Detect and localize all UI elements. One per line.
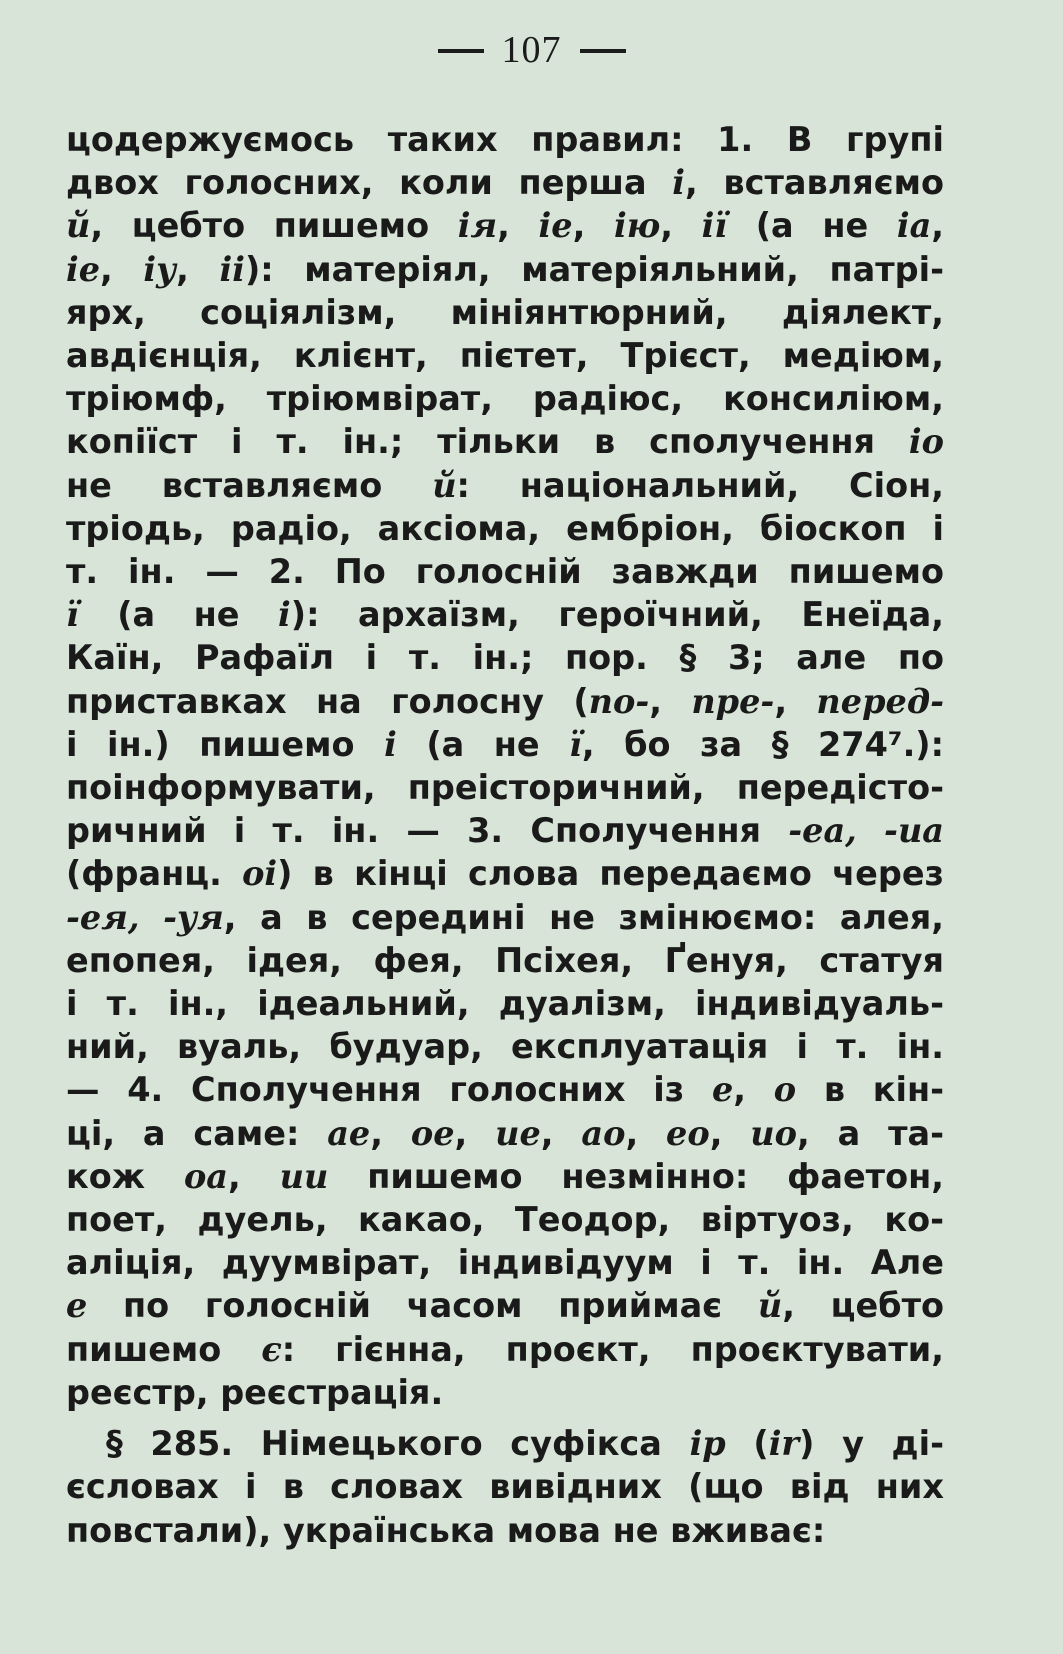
text-run: приставках на голосну (: [66, 681, 589, 721]
text-run: кож: [66, 1156, 184, 1196]
italic-term: пре-: [691, 681, 775, 721]
text-run: ,: [100, 249, 144, 289]
italic-term: іі: [219, 249, 245, 289]
italic-term: ао: [581, 1113, 626, 1153]
text-run: ,: [540, 1113, 582, 1153]
text-line: [66, 550, 944, 593]
italic-term: іе: [66, 249, 101, 289]
text-line: [66, 939, 944, 982]
text-run: , а в середині не змінюємо: алея,: [223, 897, 944, 937]
text-line: [66, 334, 944, 377]
italic-term: е: [711, 1070, 734, 1110]
text-run: повстали), українська мова не вживає:: [66, 1510, 826, 1550]
page-number: 107: [501, 29, 562, 71]
text-line: [66, 593, 944, 636]
text-line: [66, 852, 944, 895]
italic-term: ое: [410, 1113, 455, 1153]
text-line: [66, 464, 944, 507]
text-run: ярх, соціялізм, мініянтюрний, діялект,: [66, 292, 944, 332]
italic-term: ие: [495, 1113, 541, 1153]
italic-term: перед-: [816, 681, 945, 721]
text-line: [66, 507, 944, 550]
text-run: поет, дуель, какао, Теодор, віртуоз, ко-: [66, 1200, 944, 1240]
text-run: ) в кінці слова передаємо через: [277, 854, 944, 894]
text-run: , цебто пишемо: [90, 206, 458, 246]
text-line: [66, 1422, 944, 1465]
right-dash: [580, 49, 626, 53]
text-run: , бо за § 274⁷.):: [581, 724, 945, 764]
text-line: [66, 1284, 944, 1327]
text-run: копіїст і т. ін.; тільки в сполучення: [66, 422, 909, 462]
text-run: , цебто: [782, 1286, 945, 1326]
text-run: єсловах і в словах вивідних (що від них: [66, 1467, 944, 1507]
page-header: [0, 28, 1063, 72]
italic-term: -ея, -уя: [66, 897, 224, 937]
italic-term: і: [672, 163, 686, 203]
text-run: і т. ін., ідеальний, дуалізм, індивідуаль-: [66, 984, 944, 1024]
text-run: (: [725, 1424, 769, 1464]
text-run: не вставляємо: [66, 465, 433, 505]
italic-term: є: [261, 1329, 282, 1369]
body-text: [66, 118, 944, 1552]
text-run: ,: [774, 681, 817, 721]
text-run: ): матеріял, матеріяльний, патрі-: [244, 249, 945, 289]
text-run: ний, вуаль, будуар, експлуатація і т. ін.: [66, 1027, 944, 1067]
text-line: [66, 636, 944, 679]
text-line: [66, 1198, 944, 1241]
italic-term: -еа, -иа: [788, 811, 945, 851]
text-run: поінформувати, преісторичний, передісто-: [66, 768, 944, 808]
text-line: [66, 1509, 944, 1552]
text-run: аліція, дуумвірат, індивідуум і т. ін. Але: [66, 1243, 944, 1283]
text-run: ,: [497, 206, 539, 246]
italic-term: по-: [588, 681, 650, 721]
text-run: пишемо незмінно: фаетон,: [328, 1156, 944, 1196]
italic-term: е: [66, 1286, 88, 1326]
text-run: ,: [572, 206, 614, 246]
text-run: пишемо: [66, 1329, 262, 1369]
italic-term: й: [432, 465, 457, 505]
text-run: ,: [625, 1113, 667, 1153]
text-line: [66, 118, 944, 161]
text-run: в кін-: [796, 1070, 945, 1110]
text-run: (франц.: [66, 854, 243, 894]
text-run: — 4. Сполучення голосних із: [66, 1070, 712, 1110]
text-run: ,: [660, 206, 702, 246]
text-line: [66, 204, 944, 247]
text-line: [66, 896, 944, 939]
text-run: ,: [454, 1113, 496, 1153]
text-run: епопея, ідея, фея, Псіхея, Ґенуя, статуя: [66, 940, 944, 980]
text-line: [66, 809, 944, 852]
text-run: (а не: [78, 595, 279, 635]
text-line: [66, 1155, 944, 1198]
text-run: : гієнна, проєкт, проєктувати,: [281, 1329, 944, 1369]
text-line: [66, 1112, 944, 1155]
text-run: , вставляємо: [685, 163, 945, 203]
text-line: [66, 377, 944, 420]
left-dash: [438, 49, 484, 53]
text-run: , а та-: [797, 1113, 944, 1153]
text-line: [66, 1068, 944, 1111]
text-line: [66, 1025, 944, 1068]
text-line: [66, 723, 944, 766]
text-run: ,: [228, 1156, 280, 1196]
text-line: [66, 766, 944, 809]
text-run: ричний і т. ін. — 3. Сполучення: [66, 811, 789, 851]
text-line: [66, 1371, 944, 1414]
italic-term: оа: [183, 1156, 229, 1196]
text-run: Каїн, Рафаїл і т. ін.; пор. § 3; але по: [66, 638, 944, 678]
text-run: (а не: [396, 724, 570, 764]
italic-term: ае: [327, 1113, 371, 1153]
paragraph-gap: [66, 1414, 944, 1422]
text-run: т. ін. — 2. По голосній завжди пишемо: [66, 552, 944, 592]
text-run: ) у ді-: [799, 1424, 945, 1464]
italic-term: ї: [569, 724, 582, 764]
italic-term: іо: [908, 422, 944, 462]
text-run: по голосній часом приймає: [87, 1286, 758, 1326]
italic-term: ії: [701, 206, 728, 246]
text-line: [66, 982, 944, 1025]
italic-term: ио: [750, 1113, 797, 1153]
italic-term: ір: [689, 1424, 726, 1464]
italic-term: і: [384, 724, 397, 764]
italic-term: ія: [457, 206, 498, 246]
italic-term: іа: [896, 206, 932, 246]
text-run: авдієнція, клієнт, пієтет, Трієст, медіюм,: [66, 336, 944, 376]
text-run: ): архаїзм, героїчний, Енеїда,: [290, 595, 944, 635]
text-run: ,: [931, 206, 945, 246]
text-line: [66, 1465, 944, 1508]
text-line: [66, 680, 944, 723]
italic-term: ео: [666, 1113, 710, 1153]
text-line: [66, 420, 944, 463]
italic-term: ir: [768, 1424, 800, 1464]
text-run: ,: [709, 1113, 751, 1153]
text-run: цодержуємось таких правил: 1. В групі: [66, 120, 944, 159]
text-run: двох голосних, коли перша: [66, 163, 673, 203]
text-line: [66, 291, 944, 334]
text-run: ,: [649, 681, 692, 721]
text-run: тріодь, радіо, аксіома, ембріон, біоскоп і: [66, 508, 944, 548]
text-run: ці, а саме:: [66, 1113, 328, 1153]
text-run: ,: [733, 1070, 774, 1110]
italic-term: іе: [538, 206, 573, 246]
italic-term: і: [278, 595, 291, 635]
italic-term: о: [773, 1070, 797, 1110]
text-line: [66, 161, 944, 204]
italic-term: й: [757, 1286, 783, 1326]
italic-term: ї: [66, 595, 79, 635]
italic-term: оі: [242, 854, 278, 894]
italic-term: й: [66, 206, 91, 246]
text-run: ,: [176, 249, 220, 289]
text-run: : національний, Сіон,: [456, 465, 944, 505]
text-line: [66, 248, 944, 291]
text-line: [66, 1241, 944, 1284]
text-run: (а не: [727, 206, 897, 246]
text-run: тріюмф, тріюмвірат, радіюс, консиліюм,: [66, 379, 944, 419]
text-run: § 285. Німецького суфікса: [106, 1424, 690, 1464]
italic-term: іу: [143, 249, 177, 289]
text-run: і ін.) пишемо: [66, 724, 385, 764]
text-run: реєстр, реєстрація.: [66, 1372, 444, 1412]
text-run: ,: [370, 1113, 411, 1153]
italic-term: ии: [279, 1156, 329, 1196]
text-line: [66, 1328, 944, 1371]
italic-term: ію: [613, 206, 661, 246]
